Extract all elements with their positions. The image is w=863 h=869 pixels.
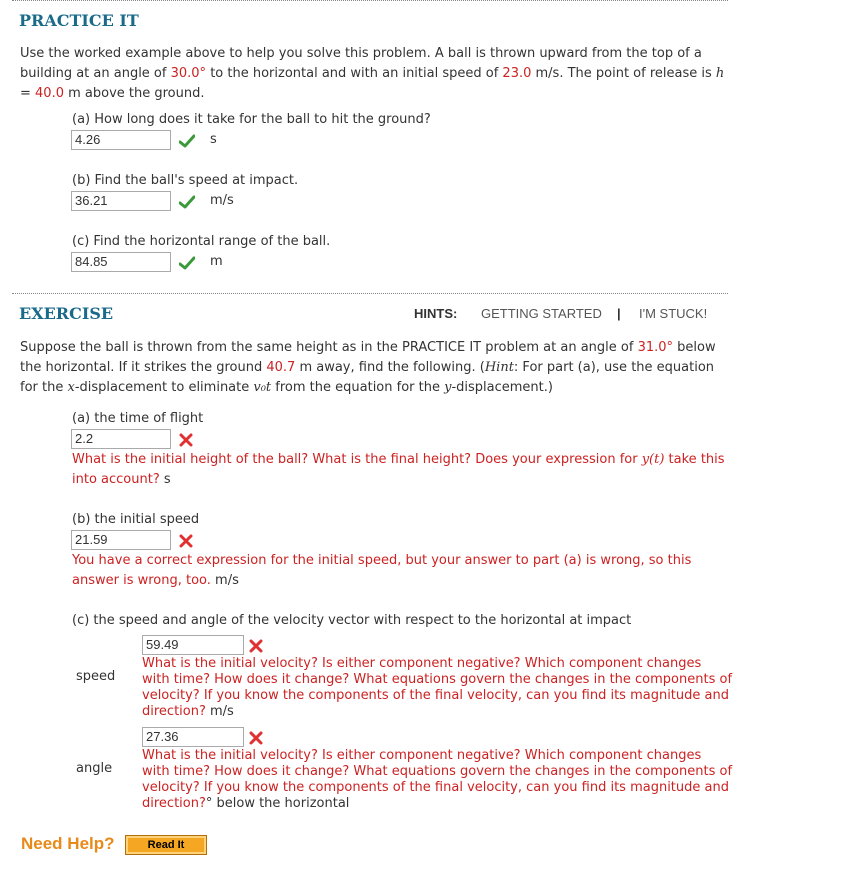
practice-question-b: (b) Find the ball's speed at impact. [72, 173, 299, 188]
cross-icon [249, 639, 263, 653]
read-it-button[interactable]: Read It [125, 835, 207, 855]
exercise-feedback-angle: What is the initial velocity? Is either component negative? Which component changes with time? How does it change? What equations govern the changes in the components of velocity? If you know the components of the final velocity, can you find its magnitude and direction?° below the horizontal [142, 748, 733, 811]
exercise-question-c: (c) the speed and angle of the velocity vector with respect to the horizontal at impact [72, 613, 632, 628]
exercise-intro: Suppose the ball is thrown from the same height as in the PRACTICE IT problem at an angle of 31.0° below the horizontal. If it strikes the ground 40.7 m away, find the following. (Hint: For part (a), use the equation for the x-displacement to eliminate v₀t from the equation for the y-displacement.) [20, 340, 716, 395]
check-icon [179, 195, 195, 209]
check-icon [179, 256, 195, 270]
practice-question-c: (c) Find the horizontal range of the ball. [72, 234, 331, 249]
practice-unit-c: m [210, 254, 223, 269]
practice-answer-c-input[interactable]: 84.85 [71, 252, 171, 272]
exercise-question-a: (a) the time of flight [72, 411, 204, 426]
exercise-angle-input[interactable]: 27.36 [142, 727, 244, 747]
hint-im-stuck-link[interactable]: I'M STUCK! [639, 306, 708, 321]
exercise-question-b: (b) the initial speed [72, 512, 200, 527]
speed-label: speed [76, 669, 116, 684]
angle-label: angle [76, 761, 113, 776]
practice-question-a: (a) How long does it take for the ball to hit the ground? [72, 112, 431, 127]
top-divider [12, 0, 728, 1]
practice-answer-a-input[interactable]: 4.26 [71, 130, 171, 150]
check-icon [179, 134, 195, 148]
cross-icon [249, 731, 263, 745]
exercise-answer-a-input[interactable]: 2.2 [71, 429, 171, 449]
practice-answer-b-input[interactable]: 36.21 [71, 191, 171, 211]
exercise-feedback-b: You have a correct expression for the initial speed, but your answer to part (a) is wrong, so this answer is wrong, too. m/s [72, 553, 692, 588]
hints-label: HINTS: [414, 306, 458, 321]
exercise-speed-input[interactable]: 59.49 [142, 635, 244, 655]
practice-intro: Use the worked example above to help you solve this problem. A ball is thrown upward from the top of a building at an angle of 30.0° to the horizontal and with an initial speed of 23.0 m/s. The point of release is h = 40.0 m above the ground. [20, 46, 725, 101]
need-help-label: Need Help? [21, 834, 115, 853]
exercise-feedback-a: What is the initial height of the ball? What is the final height? Does your expression for y(t) take this into account? s [72, 452, 725, 487]
hints-separator: | [617, 306, 621, 321]
exercise-title: EXERCISE [19, 304, 114, 323]
exercise-answer-b-input[interactable]: 21.59 [71, 530, 171, 550]
hint-getting-started-link[interactable]: GETTING STARTED [481, 306, 602, 321]
practice-unit-b: m/s [210, 193, 234, 208]
practice-title: PRACTICE IT [19, 11, 139, 30]
cross-icon [179, 534, 193, 548]
practice-unit-a: s [210, 132, 217, 147]
cross-icon [179, 433, 193, 447]
exercise-feedback-speed: What is the initial velocity? Is either component negative? Which component changes with time? How does it change? What equations govern the changes in the components of velocity? If you know the components of the final velocity, can you find its magnitude and direction? m/s [142, 656, 733, 719]
section-divider [12, 293, 728, 294]
